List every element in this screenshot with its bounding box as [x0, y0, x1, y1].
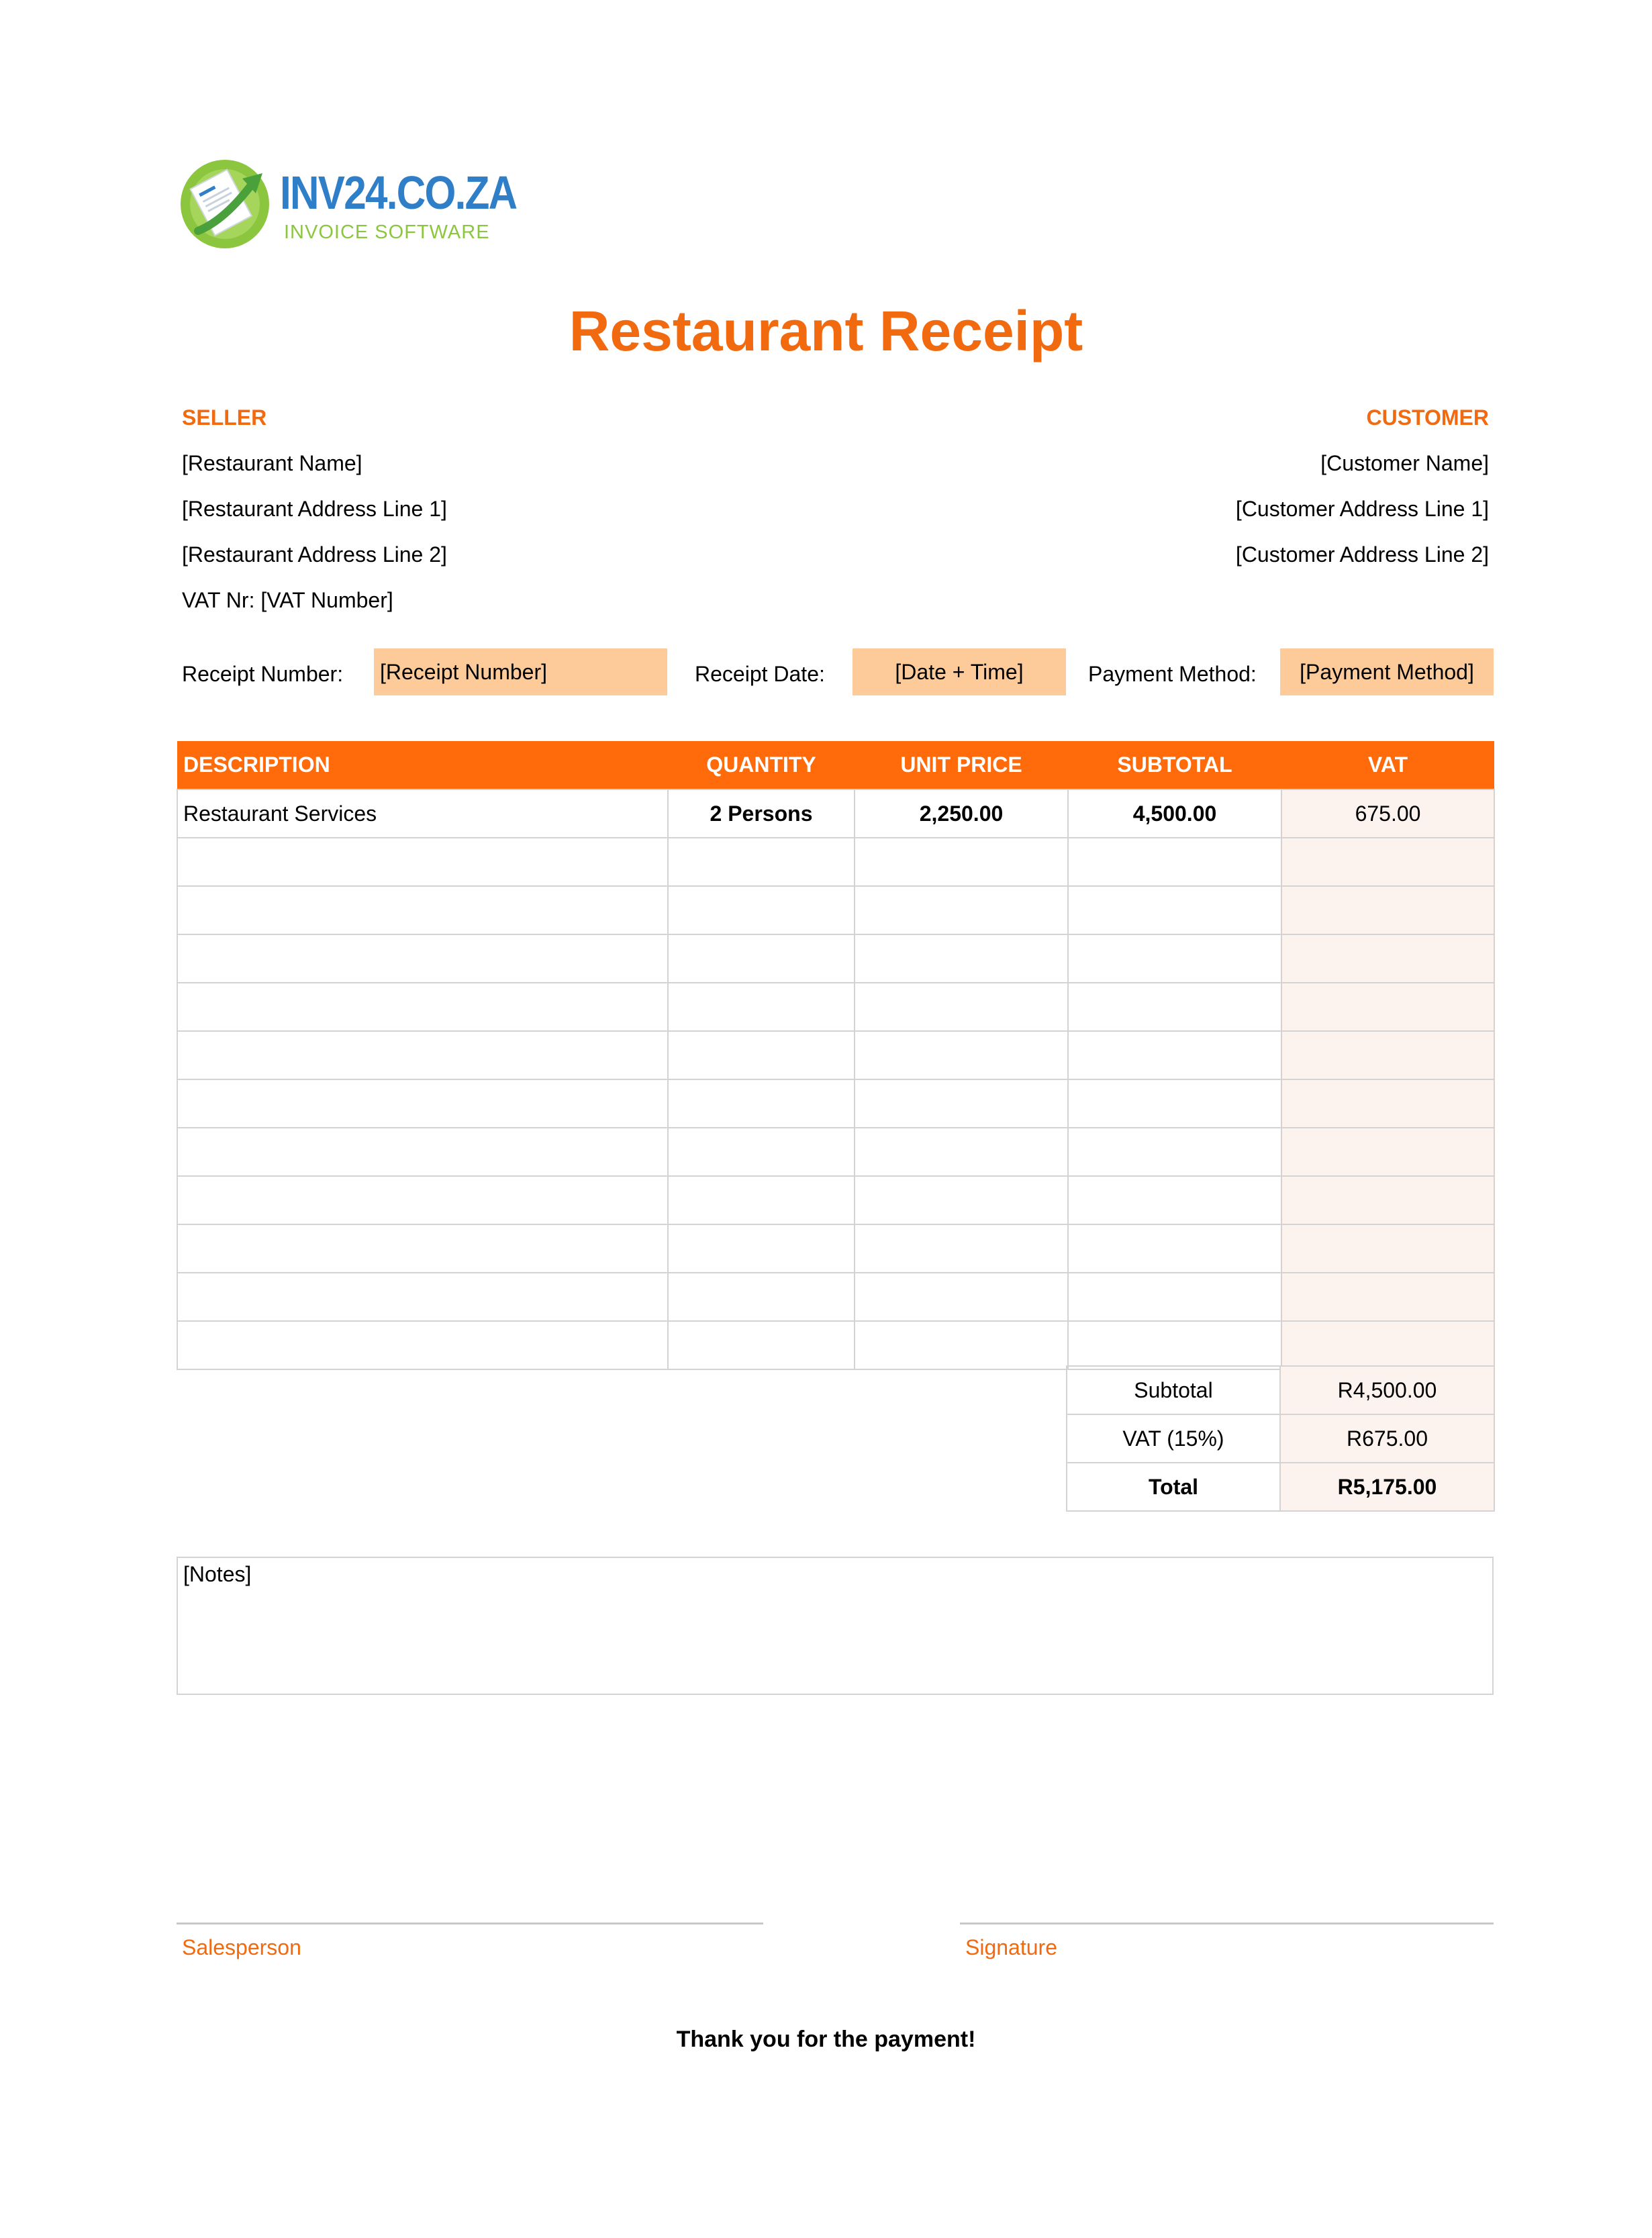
column-header-unit-price: UNIT PRICE: [855, 741, 1068, 789]
cell-unit-price[interactable]: [855, 983, 1068, 1031]
column-header-vat: VAT: [1281, 741, 1494, 789]
table-row: [177, 789, 1494, 838]
salesperson-label: Salesperson: [182, 1935, 301, 1959]
payment-method-field[interactable]: [Payment Method]: [1280, 648, 1494, 695]
customer-address-line-2: [Customer Address Line 2]: [1235, 542, 1489, 567]
subtotal-value: R4,500.00: [1280, 1366, 1494, 1414]
cell-quantity[interactable]: [668, 1176, 855, 1224]
cell-description[interactable]: [177, 1273, 668, 1321]
seller-heading: SELLER: [182, 405, 267, 430]
cell-vat[interactable]: [1281, 1128, 1494, 1176]
seller-name: [Restaurant Name]: [182, 451, 362, 475]
cell-unit-price[interactable]: [855, 1031, 1068, 1079]
receipt-date-field[interactable]: [Date + Time]: [853, 648, 1066, 695]
cell-description[interactable]: [177, 934, 668, 983]
table-row: [177, 1224, 1494, 1273]
cell-subtotal[interactable]: [1068, 1224, 1281, 1273]
vat-row: [1067, 1414, 1494, 1463]
cell-description[interactable]: [177, 838, 668, 886]
cell-subtotal[interactable]: [1068, 1031, 1281, 1079]
cell-vat[interactable]: [1281, 838, 1494, 886]
cell-subtotal[interactable]: [1068, 838, 1281, 886]
cell-subtotal[interactable]: [1068, 1321, 1281, 1369]
column-header-description: DESCRIPTION: [177, 741, 668, 789]
cell-subtotal[interactable]: [1068, 1176, 1281, 1224]
table-row: [177, 983, 1494, 1031]
cell-vat[interactable]: [1281, 1224, 1494, 1273]
table-row: [177, 886, 1494, 934]
cell-quantity[interactable]: [668, 886, 855, 934]
footer-thank-you: Thank you for the payment!: [676, 2027, 976, 2052]
seller-address-line-2: [Restaurant Address Line 2]: [182, 542, 447, 567]
cell-quantity[interactable]: [668, 934, 855, 983]
cell-unit-price[interactable]: [855, 1079, 1068, 1128]
cell-unit-price[interactable]: [855, 838, 1068, 886]
cell-unit-price[interactable]: [855, 886, 1068, 934]
receipt-number-field[interactable]: [Receipt Number]: [374, 648, 667, 695]
table-row: [177, 1031, 1494, 1079]
cell-description[interactable]: [177, 1176, 668, 1224]
cell-quantity[interactable]: [668, 1224, 855, 1273]
customer-heading: CUSTOMER: [1366, 405, 1489, 430]
subtotal-label: Subtotal: [1067, 1366, 1280, 1414]
cell-quantity[interactable]: [668, 1128, 855, 1176]
cell-vat[interactable]: [1281, 1273, 1494, 1321]
cell-quantity[interactable]: [668, 838, 855, 886]
cell-subtotal[interactable]: [1068, 886, 1281, 934]
table-row: [177, 1079, 1494, 1128]
logo-document-icon: [178, 156, 272, 250]
cell-vat[interactable]: [1281, 934, 1494, 983]
cell-description[interactable]: [177, 886, 668, 934]
items-table: [177, 741, 1495, 1370]
cell-subtotal[interactable]: [1068, 983, 1281, 1031]
cell-quantity[interactable]: [668, 1031, 855, 1079]
receipt-number-label: Receipt Number:: [182, 662, 344, 686]
company-logo: [178, 156, 517, 250]
page-title: Restaurant Receipt: [569, 299, 1083, 362]
cell-description[interactable]: [177, 1224, 668, 1273]
cell-unit-price[interactable]: [855, 934, 1068, 983]
receipt-date-label: Receipt Date:: [695, 662, 825, 686]
table-row: [177, 1176, 1494, 1224]
cell-quantity[interactable]: [668, 983, 855, 1031]
total-label: Total: [1067, 1463, 1280, 1511]
cell-vat[interactable]: [1281, 1079, 1494, 1128]
seller-address-line-1: [Restaurant Address Line 1]: [182, 497, 447, 521]
table-row: [177, 1128, 1494, 1176]
signature-line: [960, 1923, 1494, 1925]
cell-unit-price[interactable]: [855, 1128, 1068, 1176]
cell-quantity[interactable]: [668, 1079, 855, 1128]
total-row: [1067, 1463, 1494, 1511]
cell-quantity[interactable]: [668, 1273, 855, 1321]
cell-description[interactable]: [177, 1128, 668, 1176]
payment-method-label: Payment Method:: [1088, 662, 1257, 686]
cell-description[interactable]: [177, 1031, 668, 1079]
signature-label: Signature: [965, 1935, 1057, 1959]
cell-unit-price[interactable]: [855, 1321, 1068, 1369]
cell-description[interactable]: [177, 1079, 668, 1128]
cell-subtotal[interactable]: [1068, 934, 1281, 983]
logo-tagline: INVOICE SOFTWARE: [284, 222, 490, 243]
cell-quantity[interactable]: [668, 1321, 855, 1369]
seller-vat-number: VAT Nr: [VAT Number]: [182, 588, 393, 612]
cell-unit-price[interactable]: 2,250.00: [855, 789, 1068, 838]
cell-description[interactable]: [177, 1321, 668, 1369]
customer-address-line-1: [Customer Address Line 1]: [1235, 497, 1489, 521]
cell-subtotal[interactable]: [1068, 1079, 1281, 1128]
column-header-subtotal: SUBTOTAL: [1068, 741, 1281, 789]
table-header-row: [177, 741, 1494, 789]
table-row: [177, 1273, 1494, 1321]
subtotal-row: [1067, 1366, 1494, 1414]
cell-unit-price[interactable]: [855, 1176, 1068, 1224]
cell-vat[interactable]: 675.00: [1281, 789, 1494, 838]
cell-description[interactable]: [177, 983, 668, 1031]
table-row: [177, 838, 1494, 886]
cell-subtotal[interactable]: [1068, 1273, 1281, 1321]
table-row: [177, 1321, 1494, 1369]
cell-vat[interactable]: [1281, 1321, 1494, 1369]
column-header-quantity: QUANTITY: [668, 741, 855, 789]
cell-quantity[interactable]: 2 Persons: [668, 789, 855, 838]
table-row: [177, 934, 1494, 983]
notes-box[interactable]: [Notes]: [177, 1557, 1494, 1695]
salesperson-signature-line: [177, 1923, 763, 1925]
cell-vat[interactable]: [1281, 1176, 1494, 1224]
customer-name: [Customer Name]: [1320, 451, 1489, 475]
logo-wordmark: INV24.CO.ZA: [280, 166, 517, 219]
vat-value: R675.00: [1280, 1414, 1494, 1463]
cell-subtotal[interactable]: 4,500.00: [1068, 789, 1281, 838]
cell-unit-price[interactable]: [855, 1224, 1068, 1273]
cell-vat[interactable]: [1281, 1031, 1494, 1079]
cell-unit-price[interactable]: [855, 1273, 1068, 1321]
cell-subtotal[interactable]: [1068, 1128, 1281, 1176]
vat-label: VAT (15%): [1067, 1414, 1280, 1463]
cell-vat[interactable]: [1281, 983, 1494, 1031]
total-value: R5,175.00: [1280, 1463, 1494, 1511]
totals-table: [1066, 1365, 1495, 1512]
cell-vat[interactable]: [1281, 886, 1494, 934]
cell-description[interactable]: Restaurant Services: [177, 789, 668, 838]
